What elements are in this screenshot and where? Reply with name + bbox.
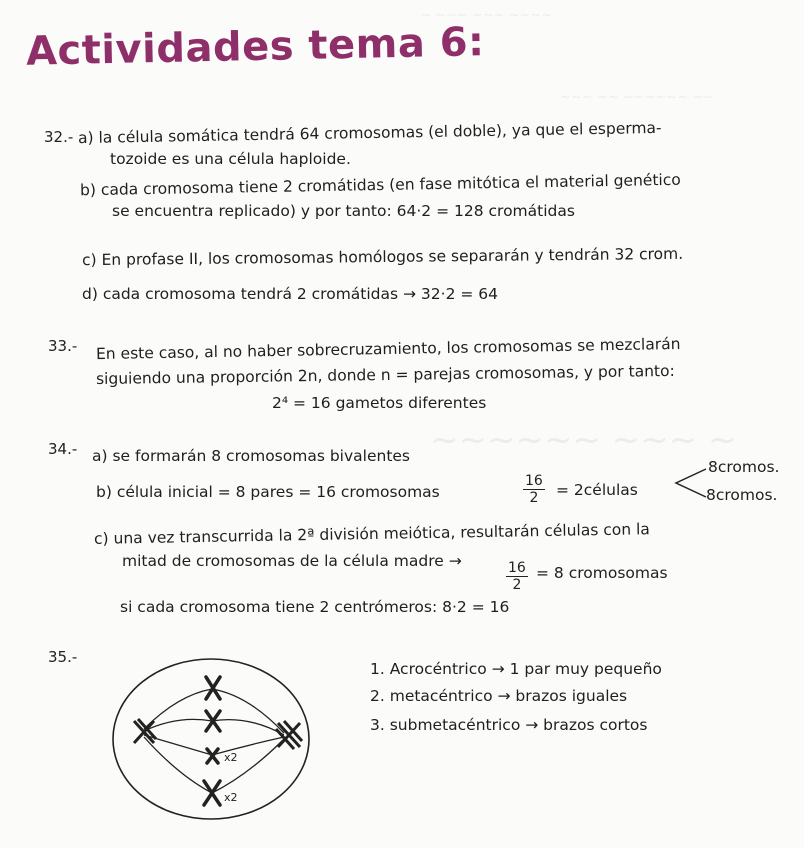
- left-pole-chromosome: [134, 719, 156, 743]
- q34-b-line: b) célula inicial = 8 pares = 16 cromosomas: [96, 483, 440, 501]
- q34-c-line3: si cada cromosoma tiene 2 centrómeros: 8·2 = 16: [120, 598, 510, 616]
- q33-line2: siguiendo una proporción 2n, donde n = parejas cromosomas, y por tanto:: [95, 361, 675, 389]
- fraction-denominator: 2: [512, 577, 522, 593]
- q35-item-2: 2. metacéntrico → brazos iguales: [370, 687, 628, 705]
- q33-line3: 2⁴ = 16 gametos diferentes: [272, 394, 487, 412]
- question-number-33: 33.-: [48, 337, 78, 355]
- q32-a-line1: a) la célula somática tendrá 64 cromosomas (el doble), ya que el esperma-: [77, 118, 662, 148]
- branch-bracket-icon: [672, 465, 708, 501]
- q34-c-result: = 8 cromosomas: [536, 564, 668, 582]
- q33-line1: En este caso, al no haber sobrecruzamiento, los cromosomas se mezclarán: [95, 334, 681, 364]
- question-number-34: 34.-: [48, 440, 78, 458]
- page-title: Actividades tema 6:: [25, 19, 486, 75]
- q32-b-line2: se encuentra replicado) y por tanto: 64·2 = 128 cromátidas: [112, 202, 575, 220]
- question-number-32: 32.-: [44, 128, 74, 146]
- spindle-fibers: [144, 689, 284, 793]
- cell-division-diagram: [108, 655, 314, 823]
- branch-result-bottom: 8cromos.: [706, 486, 778, 504]
- q34-b-result: = 2células: [556, 481, 638, 499]
- q32-b-line1: b) cada cromosoma tiene 2 cromátidas (en fase mitótica el material genético: [79, 170, 681, 200]
- mark-x2-lower: x2: [224, 791, 238, 804]
- bleed-through-text: ~ ~~~ ~~~ ~~~~: [420, 8, 553, 23]
- question-number-35: 35.-: [48, 648, 78, 666]
- q34-a-line: a) se formarán 8 cromosomas bivalentes: [92, 447, 411, 465]
- q32-c-line: c) En profase II, los cromosomas homólogos se separarán y tendrán 32 crom.: [81, 244, 684, 270]
- q34-c-line2: mitad de cromosomas de la célula madre →: [122, 552, 462, 570]
- q35-item-3: 3. submetacéntrico → brazos cortos: [370, 716, 648, 734]
- metaphase-chromosomes: [204, 677, 220, 805]
- bleed-through-heading: ~~~~~~ ~~~ ~: [430, 420, 737, 460]
- q32-d-line: d) cada cromosoma tendrá 2 cromátidas → 32·2 = 64: [82, 285, 499, 303]
- mark-x2-upper: x2: [224, 751, 238, 764]
- q35-item-1: 1. Acrocéntrico → 1 par muy pequeño: [370, 660, 662, 678]
- right-pole-chromosome: [276, 721, 302, 749]
- bleed-through-text: ~~~ ~~ ~~~~~~ ~~: [560, 90, 715, 105]
- fraction-16-over-2-second: [506, 560, 528, 593]
- fraction-16-over-2: [523, 473, 545, 506]
- branch-result-top: 8cromos.: [708, 458, 780, 476]
- q32-a-line2: tozoide es una célula haploide.: [110, 150, 351, 168]
- fraction-numerator: 16: [525, 473, 543, 489]
- q34-c-line1: c) una vez transcurrida la 2ª división meiótica, resultarán células con la: [93, 520, 650, 548]
- fraction-denominator: 2: [529, 490, 539, 506]
- fraction-numerator: 16: [508, 560, 526, 576]
